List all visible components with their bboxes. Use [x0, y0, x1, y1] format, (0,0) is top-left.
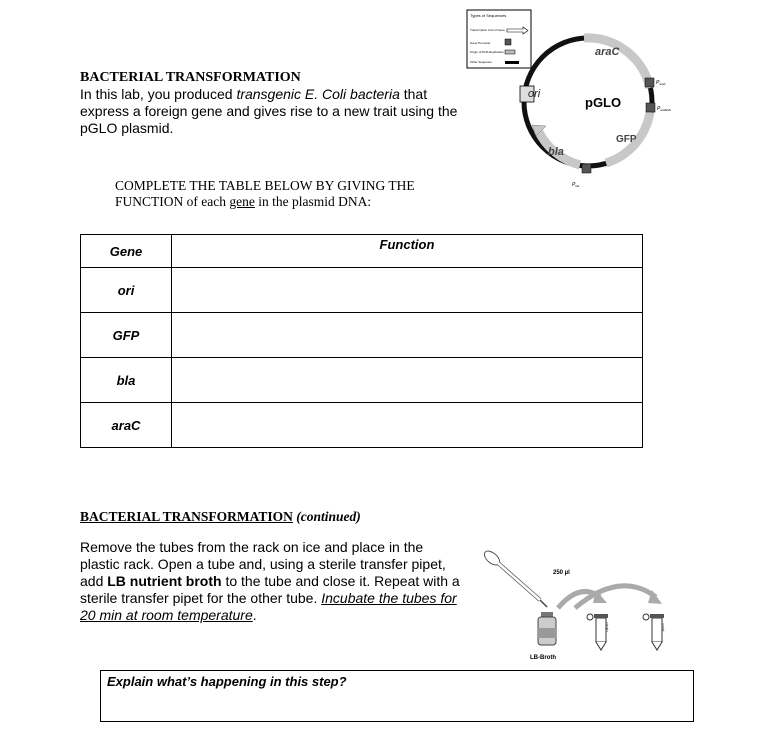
explain-prompt: Explain what’s happening in this step?: [107, 674, 347, 689]
table-header-row: [81, 235, 643, 268]
gene-cell: GFP: [81, 313, 172, 358]
table-row: [81, 403, 643, 448]
gene-function-table: [80, 234, 643, 448]
legend-other-icon: [505, 61, 519, 64]
function-cell[interactable]: [172, 358, 643, 403]
intro-text: In this lab, you produced: [80, 86, 237, 102]
table-row: [81, 358, 643, 403]
tube-label-2: -pGLO: [661, 622, 665, 632]
section2-paragraph: Remove the tubes from the rack on ice and place in the plastic rack. Open a tube and, using a sterile transfer pipet, add LB nutrient broth to the tube and close it. Repeat with a sterile transfer pipet for the other tube. Incubate the tubes for 20 min at room temperature.: [80, 539, 460, 623]
promoter-bla-label: $P_{bla}$: [572, 182, 580, 188]
legend-title: Types of Sequences: [470, 13, 507, 18]
volume-label: 250 µl: [553, 570, 570, 576]
table-row: [81, 313, 643, 358]
instruction-line-2: FUNCTION of each gene in the plasmid DNA:: [115, 194, 372, 209]
pglo-plasmid-diagram: [465, 8, 705, 208]
label-arac: araC: [595, 46, 620, 58]
legend-promoter-icon: [505, 39, 511, 45]
legend-transcription: Transcription Unit of Gene: [470, 28, 505, 32]
gene-cell: araC: [81, 403, 172, 448]
incubate-underline: Incubate the tubes for 20 min at room temperature: [80, 590, 457, 623]
legend-promoter: Gene Promoter: [470, 41, 491, 45]
intro-text-end: that express a foreign gene and gives rise to a new trait using the pGLO plasmid.: [80, 86, 458, 136]
function-cell[interactable]: [172, 403, 643, 448]
tube-minus-icon: [643, 614, 665, 650]
gene-underline: gene: [229, 194, 255, 209]
section2-title: BACTERIAL TRANSFORMATION (continued): [80, 509, 361, 524]
gene-cell: ori: [81, 268, 172, 313]
header-gene: Gene: [81, 235, 172, 268]
header-function: Function: [172, 235, 643, 268]
instruction-line-1: COMPLETE THE TABLE BELOW BY GIVING THE: [115, 178, 415, 193]
legend-box: [467, 10, 531, 68]
label-bla: bla: [548, 146, 564, 158]
pipette-icon: [482, 548, 547, 607]
intro-paragraph: [80, 86, 465, 137]
legend-other: Other Sequence: [470, 60, 492, 64]
function-cell[interactable]: [172, 268, 643, 313]
function-cell[interactable]: [172, 313, 643, 358]
legend-origin-icon: [505, 50, 515, 54]
gene-cell: bla: [81, 358, 172, 403]
promoter-arac-label: $P_{araC}$: [656, 80, 666, 86]
explain-answer-box[interactable]: [100, 670, 694, 722]
promoter-bla-icon: [582, 164, 591, 173]
label-ori: ori: [528, 88, 541, 100]
pipette-figure: [478, 548, 678, 666]
instruction: [115, 178, 415, 210]
promoter-bad-icon: [646, 103, 655, 112]
legend-origin: Origin of DNA Replication: [470, 50, 505, 54]
promoter-bad-label: $P_{araBAD}$: [657, 106, 671, 112]
table-row: [81, 268, 643, 313]
promoter-arac-icon: [645, 78, 654, 87]
broth-label: LB-Broth: [530, 655, 556, 661]
tube-label-1: +pGLO: [605, 622, 609, 632]
tube-plus-icon: [587, 614, 609, 650]
lb-broth-bottle-icon: [538, 612, 556, 645]
section-title: BACTERIAL TRANSFORMATION: [80, 70, 301, 85]
plasmid-name: pGLO: [585, 95, 622, 110]
label-gfp: GFP: [616, 134, 637, 145]
intro-italic: transgenic E. Coli bacteria: [236, 86, 400, 102]
lb-broth-bold: LB nutrient broth: [107, 573, 222, 589]
